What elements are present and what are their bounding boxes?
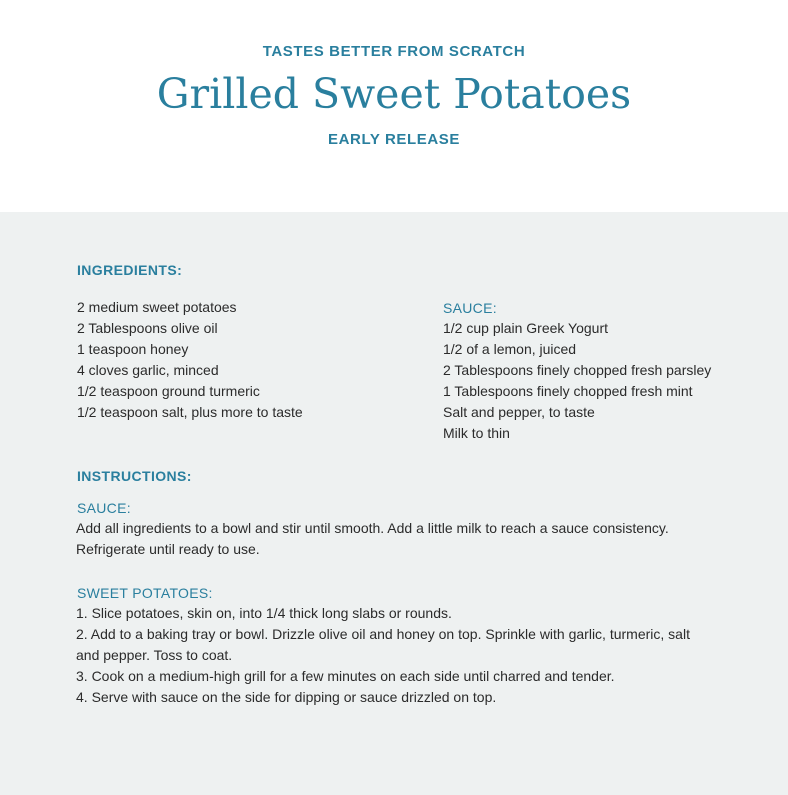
recipe-header — [0, 0, 788, 212]
sauce-instructions-text: Add all ingredients to a bowl and stir until smooth. Add a little milk to reach a sauce consistency. Refrigerate until ready to use. — [76, 520, 669, 557]
sauce-ingredient-item: Milk to thin — [443, 425, 510, 441]
ingredient-item: 1/2 teaspoon salt, plus more to taste — [77, 404, 303, 420]
instruction-step: 1. Slice potatoes, skin on, into 1/4 thick long slabs or rounds. — [76, 605, 452, 621]
brand-name: TASTES BETTER FROM SCRATCH — [262, 43, 526, 60]
ingredient-item: 2 medium sweet potatoes — [77, 299, 237, 315]
ingredient-item: 4 cloves garlic, minced — [77, 362, 219, 378]
sauce-ingredient-item: 1/2 of a lemon, juiced — [443, 341, 577, 357]
sauce-ingredient-item: 2 Tablespoons finely chopped fresh parsley — [443, 362, 712, 378]
sweet-potatoes-heading: SWEET POTATOES: — [77, 585, 213, 601]
ingredient-item: 1/2 teaspoon ground turmeric — [77, 383, 260, 399]
ingredients-heading: INGREDIENTS: — [77, 262, 183, 278]
sauce-ingredient-item: 1/2 cup plain Greek Yogurt — [443, 320, 609, 336]
release-label: EARLY RELEASE — [327, 131, 460, 148]
main-ingredients-list — [77, 297, 303, 423]
instruction-step: 3. Cook on a medium-high grill for a few minutes on each side until charred and tender. — [76, 668, 615, 684]
sauce-ingredients-list — [443, 318, 711, 444]
sauce-ingredient-item: 1 Tablespoons finely chopped fresh mint — [443, 383, 693, 399]
instruction-step: 4. Serve with sauce on the side for dipping or sauce drizzled on top. — [76, 689, 497, 705]
sauce-instructions-heading: SAUCE: — [77, 500, 131, 516]
recipe-body — [0, 212, 788, 795]
sauce-ingredients-heading: SAUCE: — [443, 300, 497, 316]
ingredient-item: 1 teaspoon honey — [77, 341, 189, 357]
instructions-heading: INSTRUCTIONS: — [77, 468, 192, 484]
recipe-title: Grilled Sweet Potatoes — [156, 70, 632, 118]
sauce-ingredient-item: Salt and pepper, to taste — [443, 404, 595, 420]
ingredient-item: 2 Tablespoons olive oil — [77, 320, 218, 336]
instruction-step: 2. Add to a baking tray or bowl. Drizzle olive oil and honey on top. Sprinkle with garlic, turmeric, salt and pepper. Toss to coat. — [76, 626, 690, 663]
